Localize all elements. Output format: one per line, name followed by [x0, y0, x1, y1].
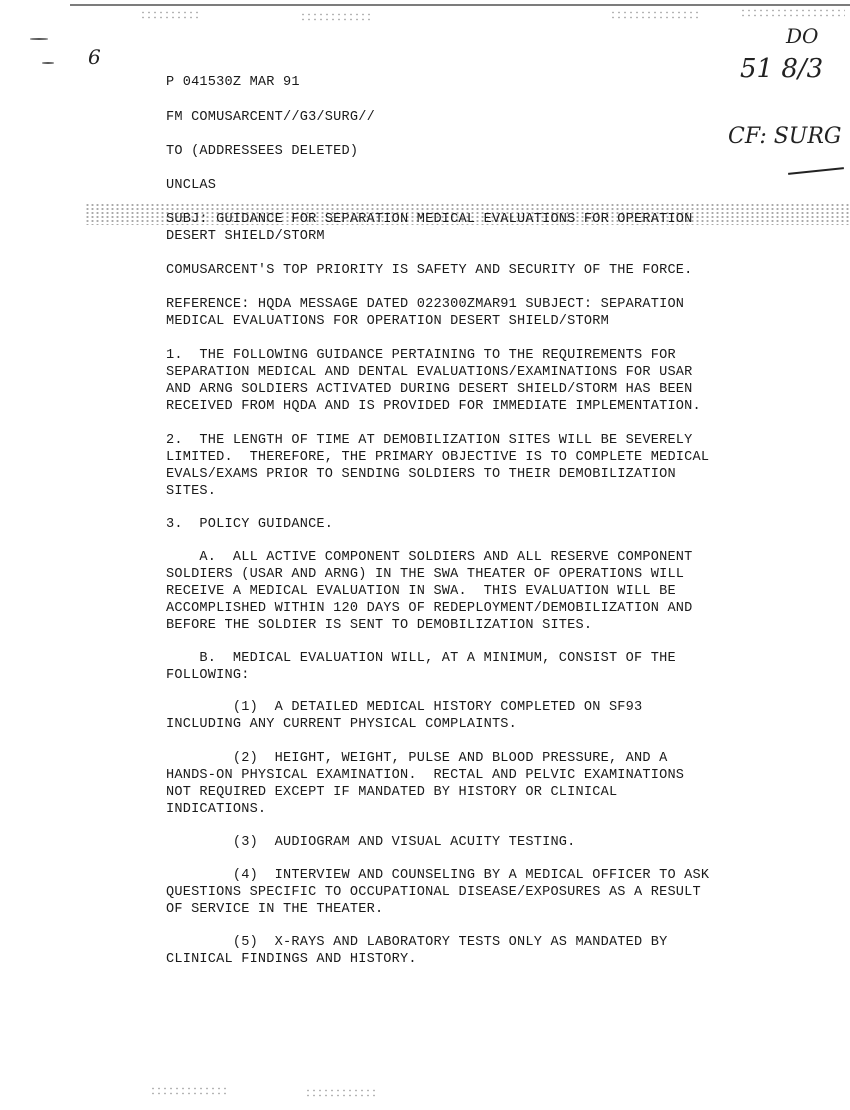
paragraph-3: 3. POLICY GUIDANCE. — [166, 517, 334, 532]
scan-mark-left-2 — [42, 62, 54, 64]
item-b1: (1) A DETAILED MEDICAL HISTORY COMPLETED ON SF93 INCLUDING ANY CURRENT PHYSICAL COMPLAINTS. — [166, 700, 643, 732]
scan-noise-top-3 — [610, 10, 700, 20]
message-dtg: P 041530Z MAR 91 — [166, 75, 300, 90]
subject-line-1: SUBJ: GUIDANCE FOR SEPARATION MEDICAL EVALUATIONS FOR OPERATION — [166, 212, 693, 227]
subject-line-2: DESERT SHIELD/STORM — [166, 229, 325, 244]
scan-noise-bottom-1 — [150, 1086, 230, 1096]
paragraph-1: 1. THE FOLLOWING GUIDANCE PERTAINING TO THE REQUIREMENTS FOR SEPARATION MEDICAL AND DENTAL EVALUATIONS/EXAMINATIONS FOR USAR AND ARNG SOLDIERS ACTIVATED DURING DESERT SHIELD/STORM HAS BEEN RECEIVED FROM HQDA AND IS PROVIDED FOR IMMEDIATE IMPLEMENTATION. — [166, 348, 701, 414]
message-to: TO (ADDRESSEES DELETED) — [166, 144, 359, 159]
handwritten-left-mark: 6 — [88, 45, 101, 69]
paragraph-2: 2. THE LENGTH OF TIME AT DEMOBILIZATION SITES WILL BE SEVERELY LIMITED. THEREFORE, THE PRIMARY OBJECTIVE IS TO COMPLETE MEDICAL EVALS/EXAMS PRIOR TO SENDING SOLDIERS TO THEIR DEMOBILIZATION SITES. — [166, 433, 710, 499]
handwritten-underline — [788, 167, 844, 175]
handwritten-top-right-b: 51 8/3 — [740, 54, 824, 84]
paragraph-3b: B. MEDICAL EVALUATION WILL, AT A MINIMUM, CONSIST OF THE FOLLOWING: — [166, 651, 676, 683]
scan-noise-top-1 — [140, 10, 200, 20]
handwritten-cf-note: CF: SURG — [728, 124, 842, 149]
scan-noise-top-4 — [740, 8, 845, 18]
message-from: FM COMUSARCENT//G3/SURG// — [166, 110, 375, 125]
item-b4: (4) INTERVIEW AND COUNSELING BY A MEDICAL OFFICER TO ASK QUESTIONS SPECIFIC TO OCCUPATIONAL DISEASE/EXPOSURES AS A RESULT OF SERVICE IN THE THEATER. — [166, 868, 710, 917]
scan-noise-top-2 — [300, 12, 370, 22]
handwritten-top-right-a: DO — [786, 24, 819, 48]
item-b3: (3) AUDIOGRAM AND VISUAL ACUITY TESTING. — [166, 835, 576, 850]
reference-line-2: MEDICAL EVALUATIONS FOR OPERATION DESERT SHIELD/STORM — [166, 314, 609, 329]
message-classification: UNCLAS — [166, 178, 217, 193]
priority-statement: COMUSARCENT'S TOP PRIORITY IS SAFETY AND SECURITY OF THE FORCE. — [166, 263, 693, 278]
item-b5: (5) X-RAYS AND LABORATORY TESTS ONLY AS MANDATED BY CLINICAL FINDINGS AND HISTORY. — [166, 935, 668, 967]
paragraph-3a: A. ALL ACTIVE COMPONENT SOLDIERS AND ALL RESERVE COMPONENT SOLDIERS (USAR AND ARNG) IN THE SWA THEATER OF OPERATIONS WILL RECEIVE A MEDICAL EVALUATION IN SWA. THIS EVALUATION WILL BE ACCOMPLISHED WITHIN 120 DAYS OF REDEPLOYMENT/DEMOBILIZATION AND BEFORE THE SOLDIER IS SENT TO DEMOBILIZATION SITES. — [166, 550, 693, 633]
reference-line-1: REFERENCE: HQDA MESSAGE DATED 022300ZMAR91 SUBJECT: SEPARATION — [166, 297, 685, 312]
scan-top-rule — [70, 4, 850, 6]
scan-noise-bottom-2 — [305, 1088, 375, 1098]
item-b2: (2) HEIGHT, WEIGHT, PULSE AND BLOOD PRESSURE, AND A HANDS-ON PHYSICAL EXAMINATION. RECTAL AND PELVIC EXAMINATIONS NOT REQUIRED EXCEPT IF MANDATED BY HISTORY OR CLINICAL INDICATIONS. — [166, 751, 685, 817]
scan-mark-left — [30, 38, 48, 40]
